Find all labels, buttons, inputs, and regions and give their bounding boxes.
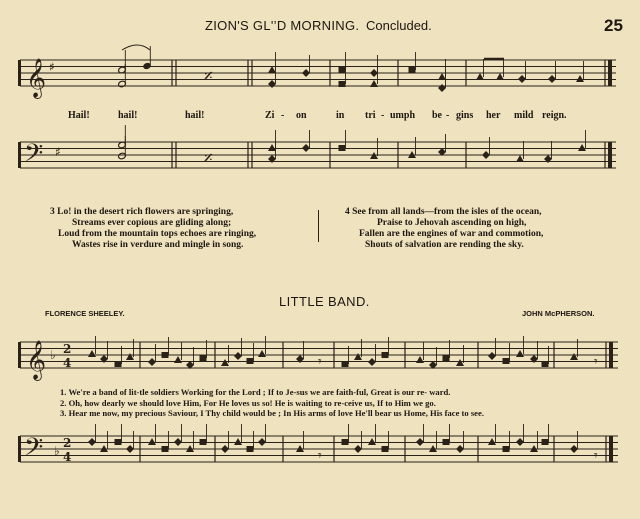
- shape-note: [174, 356, 182, 363]
- music-composer: JOHN McPHERSON.: [522, 309, 595, 318]
- shape-note: [370, 69, 378, 77]
- shape-note: [162, 352, 169, 358]
- repeat-mark-icon: 𝄎: [204, 66, 213, 87]
- sharp-icon: ♯: [55, 145, 61, 159]
- final-barline-thick: [608, 60, 612, 86]
- shape-note: [115, 361, 122, 367]
- lyric-word: on: [296, 110, 307, 121]
- page-header: [0, 18, 640, 40]
- verse-line: Loud from the mountain tops echoes are ringing,: [58, 229, 257, 239]
- shape-note: [174, 438, 182, 446]
- shape-note: [542, 439, 549, 445]
- shape-note: [542, 361, 549, 367]
- rest-icon: 𝄾: [594, 448, 598, 464]
- shape-note: [382, 446, 389, 452]
- shape-note: [482, 151, 490, 159]
- lyric-word: be: [432, 110, 442, 121]
- treble-clef-icon: 𝄞: [26, 340, 47, 380]
- shape-note: [516, 438, 524, 446]
- shape-note: [88, 438, 96, 446]
- slur: [122, 45, 150, 50]
- shape-note: [247, 446, 254, 452]
- shape-note: [570, 353, 578, 360]
- bass-clef-icon: 𝄢: [24, 139, 44, 174]
- lyric-word: -: [446, 110, 450, 121]
- shape-note: [342, 439, 349, 445]
- system-bracket: [18, 342, 21, 368]
- song2-lyric-line-3: 3. Hear me now, my precious Saviour, I Thy child would be ; In His arms of love He'll bear us Home, His face to see.: [60, 408, 484, 418]
- verse-line: Fallen are the engines of war and commotion,: [359, 229, 544, 239]
- shape-note: [503, 358, 510, 364]
- shape-note: [368, 358, 376, 366]
- lyric-word: her: [486, 110, 501, 121]
- treble-staff-song1: [0, 48, 640, 108]
- verse-number: 4: [345, 207, 350, 217]
- shape-note: [488, 352, 496, 360]
- lyric-word: gins: [456, 110, 474, 121]
- verse-line: Praise to Jehovah ascending on high,: [377, 218, 527, 228]
- shape-note: [221, 359, 229, 366]
- bass-staff-song2: [0, 420, 640, 490]
- shape-note: [162, 446, 169, 452]
- shape-note: [258, 350, 266, 357]
- shape-note: [438, 73, 446, 80]
- time-signature-bottom: 4: [63, 450, 72, 464]
- shape-note: [234, 438, 242, 445]
- final-barline-thick: [609, 342, 613, 368]
- shape-note: [416, 438, 424, 446]
- final-barline-thick: [609, 436, 613, 462]
- time-signature-top: 2: [63, 436, 72, 450]
- song-title: ZION'S GL'’D MORNING.: [205, 18, 360, 33]
- treble-staff-song2: [0, 330, 640, 388]
- verse-line: Shouts of salvation are rending the sky.: [365, 240, 524, 250]
- shape-note: [570, 445, 578, 453]
- shape-note: [268, 144, 276, 151]
- shape-note: [342, 361, 349, 367]
- shape-note: [578, 144, 586, 151]
- song2-lyric-line-1: 1. We're a band of lit-tle soldiers Working for the Lord ; If to Je-sus we are faith-ful, Great is our re- ward.: [60, 387, 451, 397]
- lyric-word: -: [281, 110, 285, 121]
- sharp-icon: ♯: [49, 60, 55, 74]
- time-signature-top: 2: [63, 342, 72, 356]
- bass-clef-icon: 𝄢: [24, 433, 44, 468]
- concluded-label: Concluded.: [366, 18, 432, 33]
- song2-title: LITTLE BAND.: [279, 294, 370, 309]
- verse-number: 3: [50, 207, 55, 217]
- shape-note: [200, 355, 207, 361]
- rest-icon: 𝄾: [318, 448, 322, 464]
- verse-line: See from all lands—from the isles of the ocean,: [352, 207, 542, 217]
- shape-note: [126, 353, 134, 360]
- song1-lyric-line: [0, 110, 640, 124]
- shape-note: [516, 155, 524, 162]
- lyric-word: in: [336, 110, 345, 121]
- song2-lyric-line-2: 2. Oh, how dearly we should love Him, For He loves us so! He is waiting to re-ceive us, If to Him we go.: [60, 398, 436, 408]
- shape-note: [258, 438, 266, 446]
- verse-4: [345, 207, 630, 251]
- shape-note: [339, 145, 346, 151]
- shape-note: [438, 84, 446, 92]
- system-bracket: [18, 142, 21, 168]
- rest-icon: 𝄾: [318, 354, 322, 370]
- bass-staff-song1: [0, 130, 640, 190]
- shape-note: [302, 144, 310, 152]
- lyric-word: hail!: [185, 110, 205, 121]
- verse-divider: [318, 210, 319, 242]
- shape-note: [476, 73, 484, 80]
- shape-note: [503, 446, 510, 452]
- shape-note: [148, 438, 156, 445]
- repeat-mark-icon: 𝄎: [204, 148, 213, 169]
- shape-note: [382, 352, 389, 358]
- final-barline-thick: [608, 142, 612, 168]
- shape-note: [548, 75, 556, 83]
- shape-note: [488, 438, 496, 445]
- lyric-word: tri: [365, 110, 376, 121]
- treble-clef-icon: 𝄞: [26, 58, 47, 98]
- page-number: 25: [604, 16, 623, 35]
- lyric-word: reign.: [542, 110, 567, 121]
- shape-note: [496, 73, 504, 80]
- verse-3: [50, 207, 312, 251]
- lyric-word: hail!: [118, 110, 138, 121]
- shape-note: [115, 439, 122, 445]
- shape-note: [456, 445, 464, 453]
- shape-note: [339, 81, 346, 87]
- shape-note: [409, 67, 416, 73]
- shape-note: [354, 445, 362, 453]
- shape-note: [200, 439, 207, 445]
- shape-note: [370, 80, 378, 87]
- flat-icon: ♭: [54, 444, 60, 458]
- lyric-word: umph: [390, 110, 416, 121]
- shape-note: [443, 355, 450, 361]
- shape-note: [302, 69, 310, 77]
- time-signature-bottom: 4: [63, 356, 72, 370]
- shape-note: [368, 438, 376, 445]
- shape-note: [268, 66, 276, 73]
- shape-note: [148, 358, 156, 366]
- verse-line: Lo! in the desert rich flowers are springing,: [57, 207, 234, 217]
- shape-note: [443, 439, 450, 445]
- shape-note: [126, 445, 134, 453]
- shape-note: [221, 445, 229, 453]
- shape-note: [88, 350, 96, 357]
- shape-note: [456, 359, 464, 366]
- shape-note: [416, 356, 424, 363]
- system-bracket: [18, 436, 21, 462]
- lyric-word: -: [381, 110, 385, 121]
- shape-note: [247, 358, 254, 364]
- shape-note: [354, 353, 362, 360]
- shape-note: [518, 75, 526, 83]
- lyric-word: Zi: [265, 110, 275, 121]
- lyric-word: Hail!: [68, 110, 90, 121]
- lyric-word: mild: [514, 110, 534, 121]
- words-author: FLORENCE SHEELEY.: [45, 309, 125, 318]
- shape-note: [234, 352, 242, 360]
- flat-icon: ♭: [50, 348, 56, 362]
- verse-line: Streams ever copious are gliding along;: [72, 218, 232, 228]
- rest-icon: 𝄾: [594, 354, 598, 370]
- shape-note: [339, 67, 346, 73]
- system-bracket: [18, 60, 21, 86]
- shape-note: [576, 75, 584, 82]
- verse-line: Wastes rise in verdure and mingle in song.: [72, 240, 244, 250]
- shape-note: [516, 350, 524, 357]
- shape-note: [268, 80, 276, 88]
